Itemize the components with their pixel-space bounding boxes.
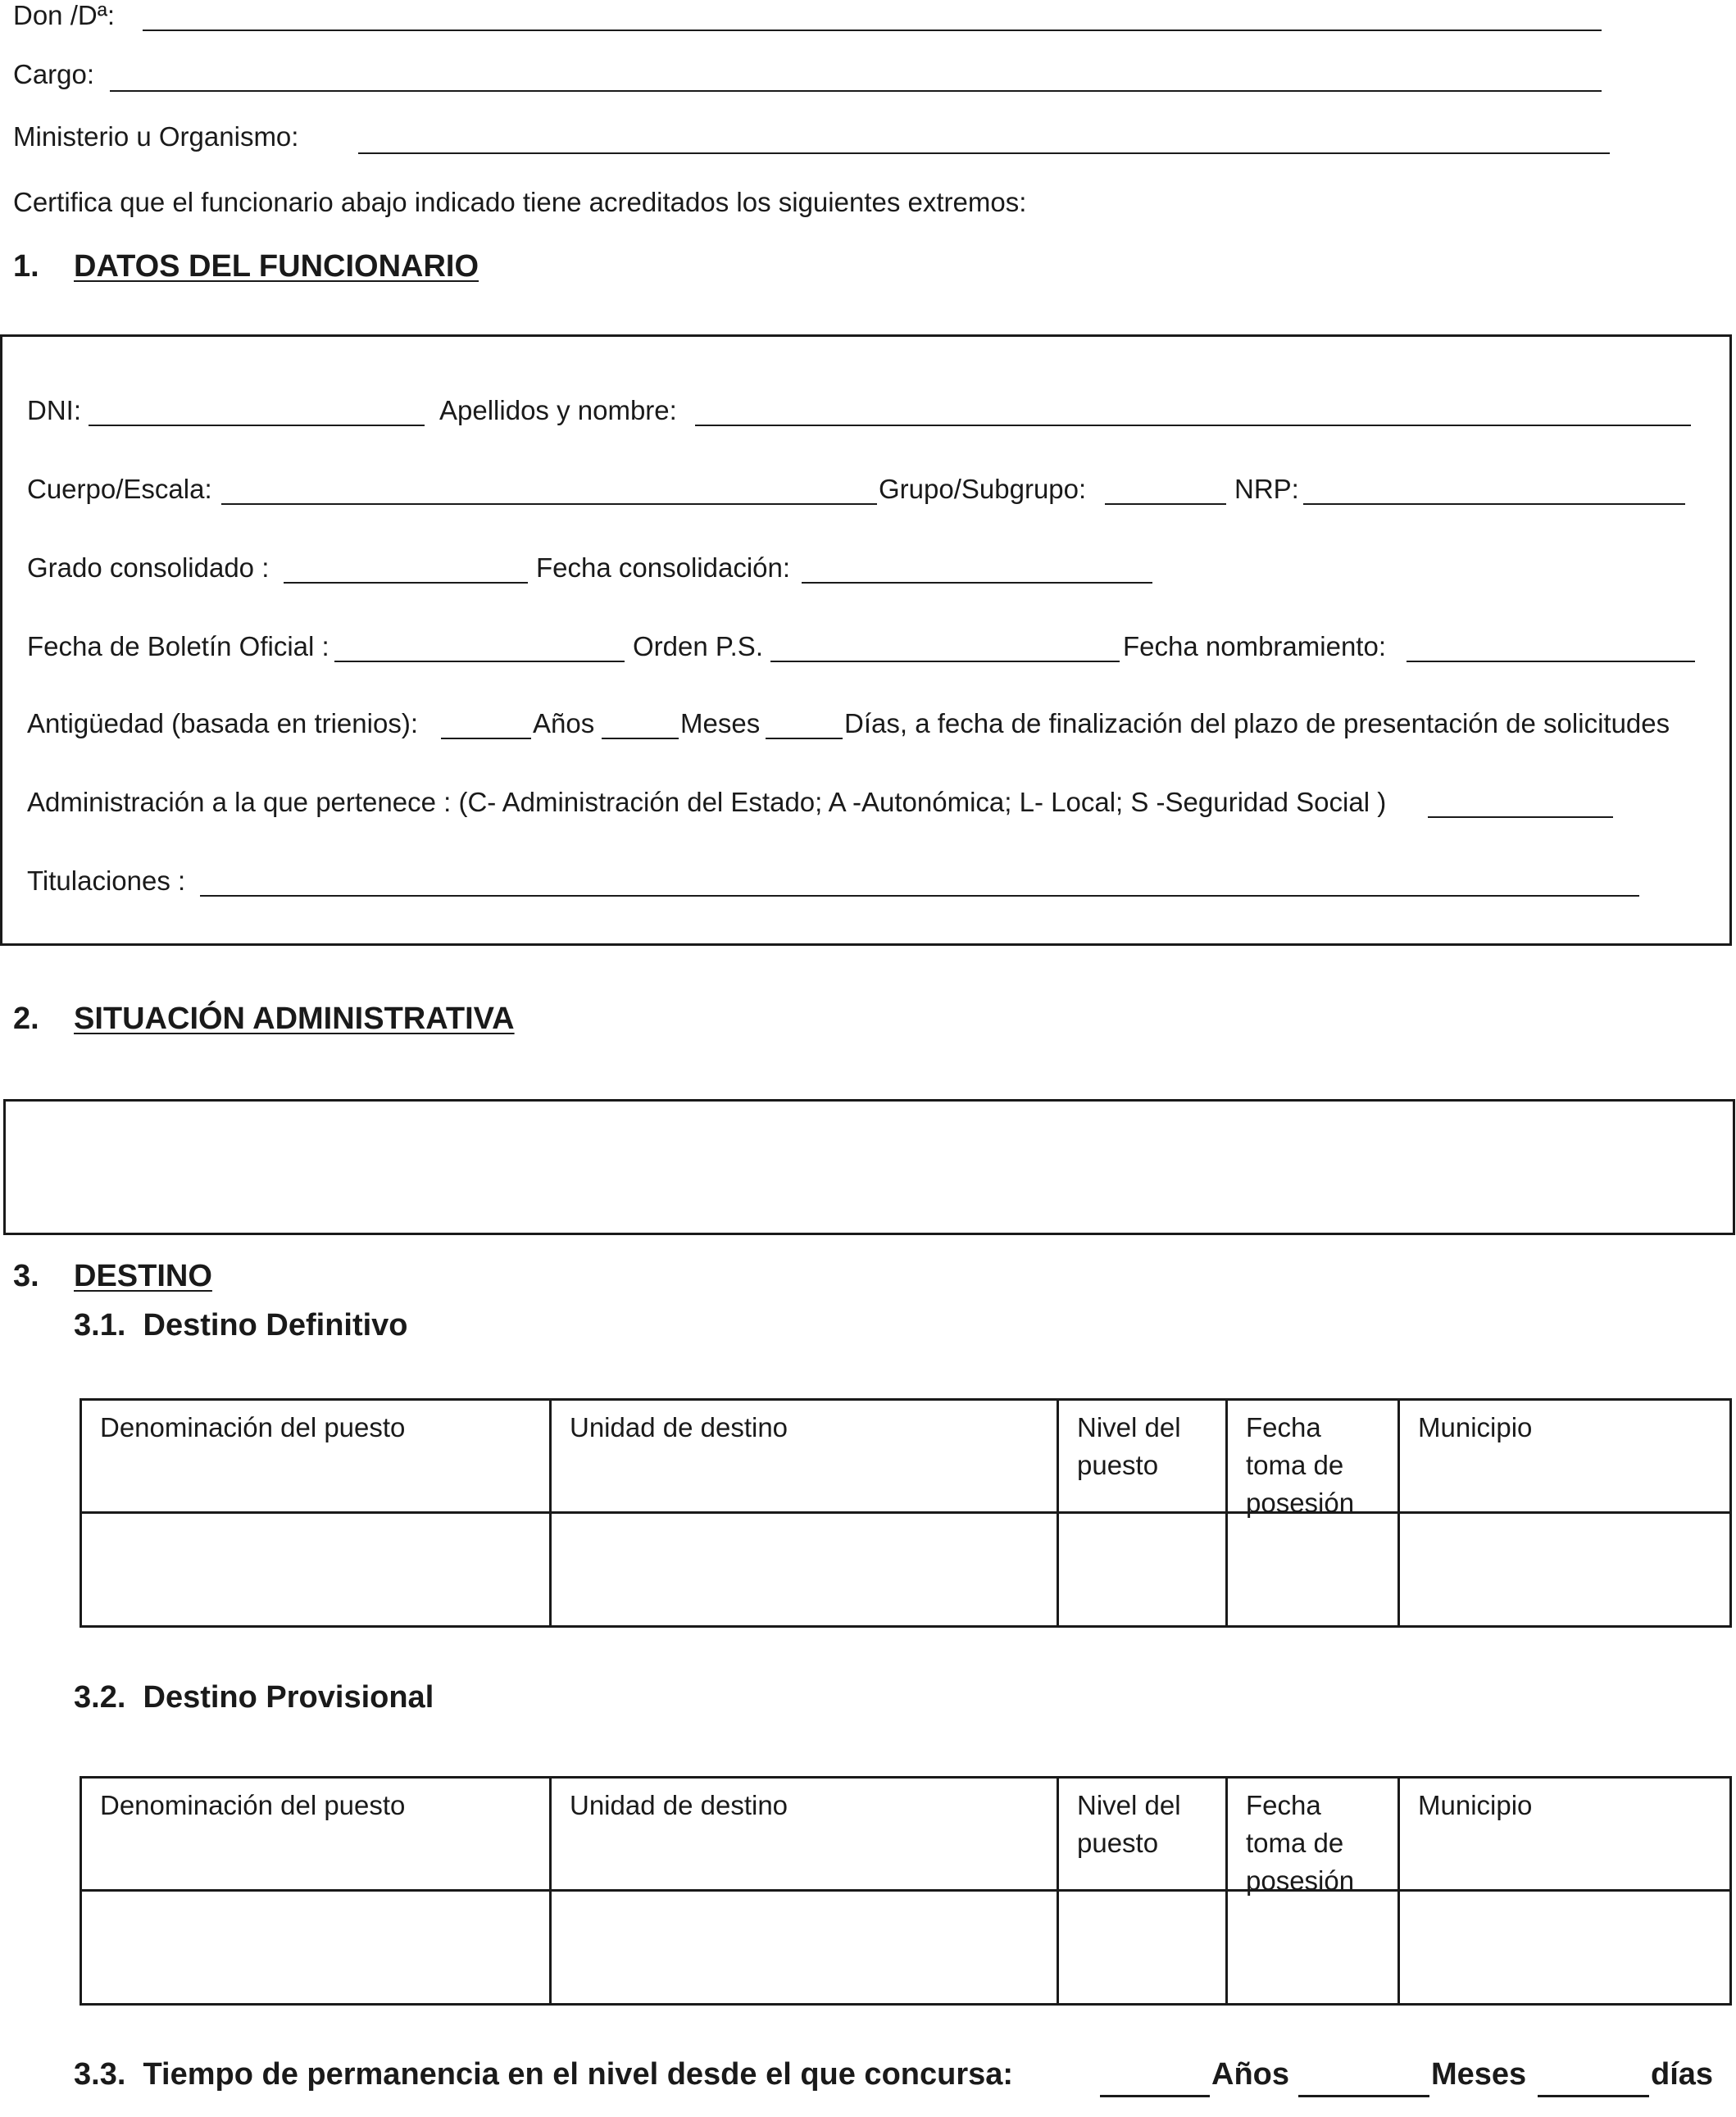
table-input-cell[interactable] [1228, 1892, 1400, 2006]
table-input-cell[interactable] [552, 1514, 1059, 1628]
table-header-cell: Unidad de destino [552, 1779, 1059, 1892]
dni-field[interactable] [89, 425, 425, 426]
table-input-cell[interactable] [82, 1514, 552, 1628]
apellidos-field[interactable] [695, 425, 1691, 426]
fecha-consolidacion-field[interactable] [802, 582, 1152, 584]
section2-title: SITUACIÓN ADMINISTRATIVA [74, 1002, 515, 1036]
ministerio-label: Ministerio u Organismo: [13, 121, 299, 152]
table-header-cell: Fecha toma de posesión [1228, 1779, 1400, 1892]
situacion-administrativa-box[interactable] [3, 1099, 1735, 1235]
section1-number: 1. [13, 249, 39, 284]
antiguedad-label: Antigüedad (basada en trienios): [27, 708, 418, 738]
table-input-cell[interactable] [1059, 1514, 1228, 1628]
destino-definitivo-title: 3.1. Destino Definitivo [74, 1308, 408, 1342]
titulaciones-field[interactable] [200, 895, 1639, 897]
fecha-nombramiento-label: Fecha nombramiento: [1123, 631, 1386, 661]
titulaciones-label: Titulaciones : [27, 865, 186, 896]
table-input-cell[interactable] [552, 1892, 1059, 2006]
certifica-text: Certifica que el funcionario abajo indicado tiene acreditados los siguientes extremos: [13, 187, 1027, 217]
apellidos-label: Apellidos y nombre: [439, 395, 677, 425]
permanencia-anos-field[interactable] [1100, 2095, 1210, 2097]
section3-number: 3. [13, 1259, 39, 1293]
table-input-cell[interactable] [82, 1892, 552, 2006]
table-header-cell: Fecha toma de posesión [1228, 1401, 1400, 1514]
table-header-cell: Nivel del puesto [1059, 1779, 1228, 1892]
section1-title: DATOS DEL FUNCIONARIO [74, 249, 479, 284]
table-input-cell[interactable] [1228, 1514, 1400, 1628]
table-input-cell[interactable] [1400, 1514, 1732, 1628]
permanencia-anos-label: Años [1211, 2057, 1289, 2092]
don-label: Don /Dª: [13, 0, 116, 30]
fecha-consolidacion-label: Fecha consolidación: [536, 552, 791, 583]
table-header-cell: Denominación del puesto [82, 1779, 552, 1892]
boletin-label: Fecha de Boletín Oficial : [27, 631, 329, 661]
cargo-label: Cargo: [13, 59, 95, 89]
meses-label: Meses [680, 708, 761, 738]
anos-label: Años [533, 708, 595, 738]
administracion-field[interactable] [1428, 816, 1613, 818]
ministerio-field[interactable] [358, 152, 1610, 154]
antiguedad-anos-field[interactable] [441, 738, 531, 739]
cuerpo-field[interactable] [221, 503, 877, 505]
permanencia-meses-field[interactable] [1298, 2095, 1429, 2097]
grado-field[interactable] [284, 582, 528, 584]
permanencia-meses-label: Meses [1431, 2057, 1527, 2092]
dias-suffix: Días, a fecha de finalización del plazo de presentación de solicitudes [844, 708, 1670, 738]
permanencia-dias-label: días [1651, 2057, 1714, 2092]
cargo-field[interactable] [110, 90, 1602, 92]
antiguedad-meses-field[interactable] [602, 738, 679, 739]
section2-number: 2. [13, 1002, 39, 1036]
nrp-label: NRP: [1234, 474, 1299, 504]
destino-provisional-title: 3.2. Destino Provisional [74, 1680, 434, 1715]
nrp-field[interactable] [1303, 503, 1685, 505]
orden-label: Orden P.S. [633, 631, 763, 661]
cuerpo-label: Cuerpo/Escala: [27, 474, 212, 504]
table-input-cell[interactable] [1059, 1892, 1228, 2006]
grupo-field[interactable] [1105, 503, 1226, 505]
orden-field[interactable] [770, 661, 1120, 662]
table-header-cell: Municipio [1400, 1401, 1732, 1514]
antiguedad-dias-field[interactable] [766, 738, 843, 739]
table-header-cell: Unidad de destino [552, 1401, 1059, 1514]
don-field[interactable] [143, 30, 1602, 31]
section3-title: DESTINO [74, 1259, 212, 1293]
destino-provisional-table [80, 1776, 1732, 2006]
table-header-cell: Municipio [1400, 1779, 1732, 1892]
administracion-label: Administración a la que pertenece : (C- Administración del Estado; A -Autonómica; L- Local; S -Seguridad Social ) [27, 787, 1387, 817]
grado-label: Grado consolidado : [27, 552, 270, 583]
table-header-cell: Nivel del puesto [1059, 1401, 1228, 1514]
permanencia-label: 3.3. Tiempo de permanencia en el nivel desde el que concursa: [74, 2057, 1014, 2092]
table-input-cell[interactable] [1400, 1892, 1732, 2006]
table-header-cell: Denominación del puesto [82, 1401, 552, 1514]
grupo-label: Grupo/Subgrupo: [879, 474, 1087, 504]
destino-definitivo-table [80, 1398, 1732, 1628]
permanencia-dias-field[interactable] [1538, 2095, 1649, 2097]
fecha-nombramiento-field[interactable] [1407, 661, 1695, 662]
dni-label: DNI: [27, 395, 81, 425]
boletin-field[interactable] [334, 661, 625, 662]
